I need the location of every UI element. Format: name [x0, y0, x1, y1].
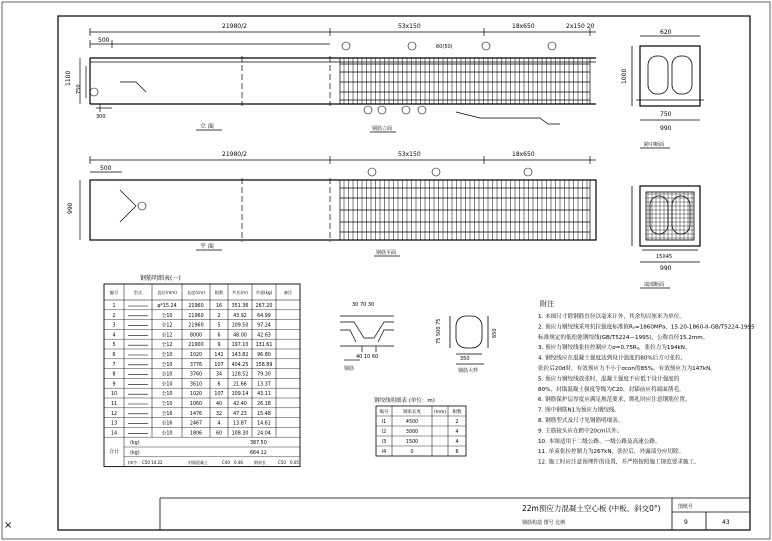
table1-cell: 全16: [161, 421, 173, 427]
detail-right-h: 650: [492, 328, 498, 338]
note-line: 8. 钢筋型式及尺寸见钢筋明细表。: [538, 418, 624, 424]
table1-cell: 全10: [161, 362, 173, 368]
table1-cell: 351.36: [231, 304, 249, 309]
plan-dim-height: 990: [67, 202, 74, 214]
table1-total-unit: (kg): [130, 441, 140, 447]
note-line: 7. 图中钢筋N1为预应力钢绞线。: [538, 407, 620, 414]
section-top-height: 1000: [621, 68, 628, 84]
table1-cell: 6: [217, 382, 221, 388]
table2-cell: l2: [381, 430, 387, 435]
table2-cell: l4: [381, 450, 387, 455]
label-rebar-plan: 钢筋平面: [376, 250, 397, 256]
table1-cell: 13: [110, 421, 118, 427]
table1-cell: 9: [112, 382, 116, 388]
table1-cell: 1476: [189, 411, 203, 417]
table1-cell: 60: [215, 431, 223, 437]
note-line: 11. 单束张拉控制力为267kN，张拉后，外露部分应切除。: [538, 449, 685, 456]
section-top-width: 620: [660, 29, 672, 36]
detail-left-title: 钢筋: [344, 366, 355, 372]
table1-cell: 21960: [188, 313, 204, 319]
table1-cell: 6: [217, 333, 221, 339]
section-bottom: [632, 186, 700, 288]
table1-cell: 141: [214, 353, 224, 358]
table1-cell: 42.40: [233, 402, 247, 407]
rebar-table: [104, 284, 300, 467]
dim-seg2: 18x650: [512, 23, 535, 30]
table1-cell: 40: [215, 402, 223, 407]
table1-cell: 24.04: [257, 431, 271, 437]
title-sheet-prefix: 9: [684, 519, 688, 526]
label-plan-view: 平 面: [200, 243, 214, 250]
table1-cell: 21900: [188, 343, 204, 349]
table2-header: 编号: [379, 410, 389, 415]
table1-cell: 12: [110, 411, 118, 417]
corner-mark: ×: [4, 520, 13, 531]
table1-cell: 109.14: [231, 392, 249, 398]
table2-cell: 3000: [405, 430, 419, 435]
detail-left-dims: 30 70 30: [352, 302, 375, 308]
dim-left-offset: 500: [98, 37, 110, 44]
table1-cell: 4: [112, 333, 116, 339]
table1-cell: 5: [217, 323, 221, 329]
elevation-callouts: [90, 42, 556, 114]
table1-cell: φ*15.24: [157, 304, 177, 309]
table1-cell: 43.92: [233, 313, 247, 319]
dim-h1: 750: [76, 84, 82, 94]
note-line: 标准规定的低松弛钢绞线(GB/T5224—1995)，公称直径15.2mm。: [538, 334, 709, 341]
table1-cell: 7: [112, 362, 116, 368]
table1-cell: 全10: [161, 353, 173, 358]
strand-table: [376, 406, 466, 456]
title-main: 22m预应力混凝土空心板 (中板、斜交0°): [522, 504, 661, 513]
callout-a: 60(50): [436, 44, 453, 50]
table1-cell: 43.11: [257, 392, 271, 398]
table1-cell: 21960: [188, 323, 204, 329]
table1-cell: 3610: [189, 382, 203, 388]
note-line: 2. 预应力钢绞线采用抗拉强度标准值Rᵧ=1860MPa、15.20-1860-II-GB/T5224-1995: [538, 324, 755, 331]
table1-header: 共重(kg): [255, 290, 273, 295]
table1-cell: 2: [217, 313, 221, 319]
table2-cell: 4: [455, 440, 459, 445]
table2-cell: 6: [455, 450, 459, 455]
section-bottom-width: 15X45: [656, 254, 673, 260]
table1-cell: 79.30: [257, 372, 271, 378]
table1-foot: C50: [278, 459, 286, 465]
table1-cell: 21.66: [233, 382, 247, 388]
table1-cell: 8000: [189, 333, 203, 339]
table1-foot: 0.05: [290, 459, 299, 465]
table1-cell: 全12: [161, 323, 173, 329]
section-bottom-title: 端部断面: [644, 282, 665, 288]
table1-cell: 404.25: [231, 362, 249, 368]
dim-height-total: 1100: [65, 70, 72, 86]
label-rebar-view: 钢筋立面: [372, 126, 393, 132]
detail-right-dims: 75 500 75: [436, 318, 442, 344]
table1-cell: 11: [110, 402, 118, 407]
section-bottom-total: 990: [660, 265, 672, 272]
table1-cell: 全10: [161, 392, 173, 398]
table1-cell: 14.61: [257, 421, 271, 427]
title-block: [160, 498, 750, 530]
section-top-bottom: 990: [660, 125, 672, 132]
table2-header: 根数: [452, 410, 462, 415]
table1-cell: 13.87: [233, 421, 247, 427]
section-top-title: 跨中断面: [644, 142, 665, 148]
table1-cell: 34: [215, 372, 223, 378]
plan-view: [80, 156, 596, 256]
table1-cell: 全10: [161, 313, 173, 319]
title-sub: 钢筋构造 图号 比例: [522, 520, 566, 526]
table2-cell: 4: [455, 430, 459, 435]
table2-cell: l1: [381, 420, 387, 425]
table2-title: 钢绞线明细表 (单位：m): [374, 398, 435, 404]
table1-cell: 全10: [161, 382, 173, 388]
table1-cell: 全10: [161, 372, 173, 378]
table1-header: 长度(cm): [186, 290, 206, 295]
note-line: 3. 预应力钢绞线张拉控制应力σ=0.75Rᵧ，张拉力为194kN。: [538, 345, 691, 352]
table1-cell: 2: [112, 313, 116, 319]
table1-header: 共长(m): [232, 290, 248, 295]
note-line: 80%，封锚混凝土强度等级为C20，封锚前应将端面凿毛。: [538, 386, 685, 393]
table1-cell: 107: [214, 362, 224, 368]
table1-cell: 全12: [161, 333, 173, 339]
plan-dim-seg2: 18x650: [512, 151, 535, 158]
table1-cell: 1: [112, 304, 116, 309]
table1-cell: 42.63: [257, 333, 271, 339]
table1-cell: 108.30: [231, 431, 249, 437]
table1-cell: 5: [112, 343, 116, 349]
table1-total-unit: (kg): [130, 451, 140, 456]
detail-right-title: 钢筋大样: [458, 368, 479, 374]
note-line: 10. 本图适用于二级公路、一级公路及高速公路。: [538, 438, 661, 445]
table1-cell: 128.52: [231, 372, 249, 378]
table1-cell: 全10: [161, 431, 173, 437]
table1-cell: 107: [214, 392, 224, 398]
table1-cell: 全10: [161, 402, 173, 407]
table1-cell: 全12: [161, 343, 173, 349]
table1-cell: 4: [217, 421, 221, 427]
table1-cell: 16: [215, 304, 223, 309]
table1-cell: 3760: [189, 372, 203, 378]
table1-cell: 3776: [189, 362, 203, 368]
note-line: 6. 钢筋保护层厚度应满足规范要求，绑扎时应注意钢筋位置。: [538, 397, 691, 404]
plan-dim-left: 500: [100, 165, 112, 172]
table2-cell: 1500: [405, 440, 419, 445]
table1-cell: 2467: [189, 421, 203, 427]
table1-cell: 1806: [189, 431, 203, 437]
table1-cell: 197.10: [231, 343, 249, 349]
table1-cell: 267.20: [255, 304, 273, 309]
table1-cell: 47.23: [233, 411, 247, 417]
table1-foot: C50 10.22: [142, 459, 163, 465]
table1-cell: 64.99: [257, 313, 271, 319]
table1-cell: 1020: [189, 353, 203, 358]
table1-cell: 26.18: [257, 402, 271, 407]
plan-dim-seg1: 53x150: [398, 151, 421, 158]
table1-header: 编号: [109, 290, 119, 295]
table1-cell: 32: [215, 411, 223, 417]
outer-frame: [2, 2, 770, 539]
table1-cell: 1060: [189, 402, 203, 407]
table1-foot: (m³): [128, 459, 137, 465]
note-line: 4. 钢绞线应在混凝土强度达到设计强度的80%后方可张拉，: [538, 355, 687, 362]
table1-cell: 6: [112, 353, 116, 358]
table2-cell: l3: [381, 440, 387, 445]
table2-cell: 0: [410, 450, 414, 455]
table1-cell: 109.50: [231, 323, 249, 329]
section-top-inner: 750: [660, 111, 672, 118]
notes-title: 附注: [540, 300, 554, 308]
table1-cell: 97.24: [257, 323, 271, 329]
table1-header: 型式: [133, 290, 143, 295]
dim-seg3: 2x150 20: [566, 23, 595, 30]
table2-header: 钢束长度: [403, 410, 421, 415]
table1-cell: 10: [110, 392, 118, 398]
table1-title: 钢筋明细表(一): [140, 275, 181, 282]
table1-foot: 钢束长: [254, 459, 266, 465]
table2-header: (mm): [433, 410, 447, 415]
elevation-stirrups: [344, 58, 587, 104]
table1-cell: 131.61: [255, 343, 273, 349]
table1-cell: 48.00: [233, 333, 247, 339]
dim-h3: 300: [96, 114, 106, 120]
title-sheet-no: 43: [722, 519, 730, 526]
table1-foot: 封锚混凝土: [188, 459, 208, 465]
detail-left-sub: 40 10 60: [356, 354, 379, 360]
table1-cell: 1020: [189, 392, 203, 398]
note-line: 1. 本图尺寸除钢筋直径以毫米计外，其余均以厘米为单位。: [538, 314, 685, 320]
table1-cell: 143.82: [231, 353, 249, 358]
table1-cell: 96.80: [257, 353, 271, 358]
table1-header: 根数: [214, 290, 224, 295]
table1-totals-label: 合计: [109, 449, 120, 456]
table1-total-value: 387.50: [250, 441, 267, 447]
table1-cell: 13.37: [257, 382, 271, 388]
note-line: 9. 主筋接头应在跨中20cm以外。: [538, 428, 623, 435]
table2-cell: 2: [455, 420, 459, 425]
table1-cell: 14: [110, 431, 118, 437]
table2-cell: 4500: [405, 420, 419, 425]
table1-foot: C40: [222, 459, 230, 465]
table1-header: 直径(mm): [157, 290, 177, 295]
elevation-view: [80, 28, 596, 132]
table1-header: 备注: [283, 290, 293, 295]
table1-cell: 8: [112, 372, 116, 378]
plan-dim-half: 21980/2: [222, 151, 247, 158]
table1-total-value: 664.12: [250, 451, 267, 456]
dim-half-span: 21980/2: [222, 23, 247, 30]
dim-seg1: 53x150: [398, 23, 421, 30]
table1-cell: 全16: [161, 411, 173, 417]
notes-list: [538, 312, 755, 466]
note-line: 5. 预应力钢绞线放张时，混凝土强度不应低于设计强度的: [538, 376, 680, 383]
table1-foot: 0.46: [234, 459, 243, 465]
title-drawing-label: 图纸号: [678, 504, 694, 510]
table1-cell: 158.89: [255, 362, 273, 368]
plan-callouts: [138, 168, 532, 210]
detail-right-w: 350: [460, 356, 470, 362]
table1-cell: 9: [217, 343, 221, 349]
section-bottom-mesh: [646, 192, 694, 240]
table1-cell: 15.48: [257, 411, 271, 417]
label-main-view: 立 面: [200, 123, 214, 130]
table1-cell: 21960: [188, 304, 204, 309]
note-line: 12. 施工时应注意预埋件的设置，并严格按照施工规范要求施工。: [538, 459, 700, 466]
table1-cell: 3: [112, 323, 116, 329]
note-line: 张拉后20d时，有效预应力不小于σcon的85%，有效预应力为147kN。: [538, 366, 716, 372]
